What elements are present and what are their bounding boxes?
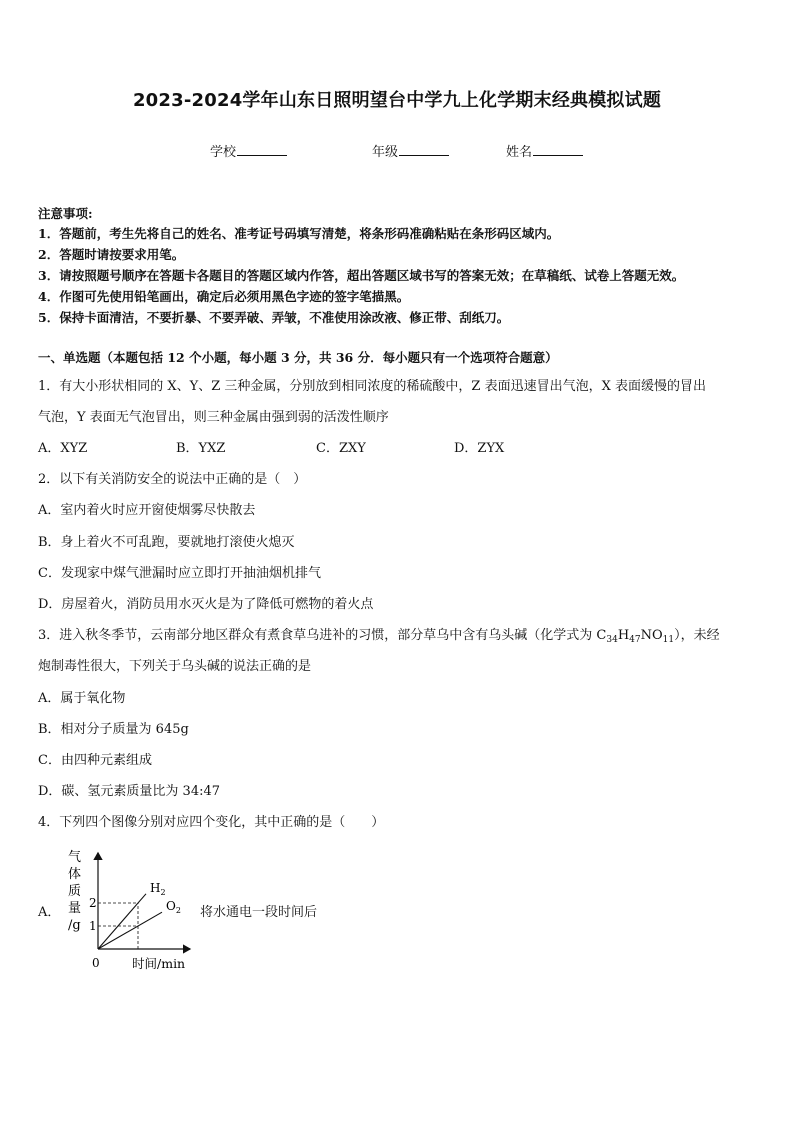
- note-item: 5．保持卡面清洁，不要折暴、不要弄破、弄皱，不准使用涂改液、修正带、刮纸刀。: [38, 310, 510, 325]
- y-axis-label-char: 量: [68, 901, 82, 916]
- section-heading: 一、单选题（本题包括 12 个小题，每小题 3 分，共 36 分．每小题只有一个选项符合题意）: [38, 350, 558, 365]
- origin-label: 0: [92, 956, 100, 970]
- school-field: [210, 141, 287, 160]
- series-line-o2: [98, 912, 162, 949]
- y-tick-label: 2: [89, 896, 97, 910]
- q3-option-d[interactable]: D．碳、氢元素质量比为 34:47: [38, 784, 221, 799]
- q3-stem-line2: 炮制毒性很大，下列关于乌头碱的说法正确的是: [38, 659, 312, 674]
- q3-stem-text: 3．进入秋冬季节，云南部分地区群众有煮食草乌进补的习惯，部分草乌中含有乌头碱（化学式为 C: [38, 628, 607, 643]
- q3-stem-text: ），未经: [674, 628, 720, 643]
- note-item: 1．答题前，考生先将自己的姓名、准考证号码填写清楚，将条形码准确粘贴在条形码区域内。: [38, 226, 560, 241]
- y-axis-label-char: 体: [68, 867, 82, 882]
- q2-option-a[interactable]: A．室内着火时应开窗使烟雾尽快散去: [38, 503, 256, 518]
- q1-option-b[interactable]: B．YXZ: [176, 441, 226, 456]
- formula-sub: 34: [606, 635, 618, 645]
- q4-stem: 4．下列四个图像分别对应四个变化，其中正确的是（ ）: [38, 815, 385, 830]
- note-item: 4．作图可先使用铅笔画出，确定后必须用黑色字迹的签字笔描黑。: [38, 289, 410, 304]
- school-blank[interactable]: [237, 143, 287, 156]
- x-axis-label: 时间/min: [132, 956, 186, 971]
- grade-blank[interactable]: [399, 143, 449, 156]
- q1-stem-line2: 气泡，Y 表面无气泡冒出，则三种金属由强到弱的活泼性顺序: [38, 410, 389, 425]
- y-axis-label-char: /g: [68, 918, 81, 933]
- series-line-h2: [98, 894, 146, 949]
- q2-option-b[interactable]: B．身上着火不可乱跑，要就地打滚使火熄灭: [38, 535, 295, 550]
- q1-option-d[interactable]: D．ZYX: [454, 441, 505, 456]
- y-axis-label-char: 气: [68, 850, 82, 865]
- q2-option-c[interactable]: C．发现家中煤气泄漏时应立即打开抽油烟机排气: [38, 566, 321, 581]
- q2-option-d[interactable]: D．房屋着火，消防员用水灭火是为了降低可燃物的着火点: [38, 597, 374, 612]
- q3-stem-line1: [38, 624, 720, 643]
- note-item: 3．请按照题号顺序在答题卡各题目的答题区域内作答，超出答题区域书写的答案无效；在草稿纸、试卷上答题无效。: [38, 268, 685, 283]
- y-axis-label-char: 质: [68, 884, 82, 899]
- formula-element: H: [617, 628, 630, 643]
- grade-field: [372, 141, 449, 160]
- q2-stem: 2．以下有关消防安全的说法中正确的是（ ）: [38, 472, 307, 487]
- formula-element: NO: [640, 628, 663, 643]
- name-blank[interactable]: [533, 143, 583, 156]
- q3-option-a[interactable]: A．属于氧化物: [38, 691, 126, 706]
- q1-stem-line1: 1．有大小形状相同的 X、Y、Z 三种金属，分别放到相同浓度的稀硫酸中，Z 表面迅速冒出气泡，X 表面缓慢的冒出: [38, 379, 706, 394]
- name-label: 姓名: [506, 145, 533, 160]
- note-item: 2．答题时请按要求用笔。: [38, 247, 185, 262]
- grade-label: 年级: [372, 145, 399, 160]
- page-title: 2023-2024学年山东日照明望台中学九上化学期末经典模拟试题: [132, 90, 662, 111]
- formula-sub: 11: [662, 635, 675, 645]
- series-label: $O_2$: [166, 899, 181, 916]
- q1-option-c[interactable]: C．ZXY: [316, 441, 366, 456]
- name-field: [506, 141, 583, 160]
- electrolysis-chart: [60, 845, 200, 975]
- notes-heading: 注意事项:: [38, 206, 93, 221]
- q3-option-b[interactable]: B．相对分子质量为 645g: [38, 722, 189, 737]
- q1-option-a[interactable]: A．XYZ: [38, 441, 88, 456]
- q4-option-a-letter[interactable]: A．: [38, 905, 61, 920]
- series-label: $H_2$: [150, 880, 166, 897]
- formula-sub: 47: [629, 635, 641, 645]
- y-axis-label: [68, 850, 81, 933]
- q4-option-a-caption: 将水通电一段时间后: [200, 905, 318, 920]
- q3-option-c[interactable]: C．由四种元素组成: [38, 753, 152, 768]
- y-tick-label: 1: [89, 919, 97, 933]
- school-label: 学校: [210, 145, 237, 160]
